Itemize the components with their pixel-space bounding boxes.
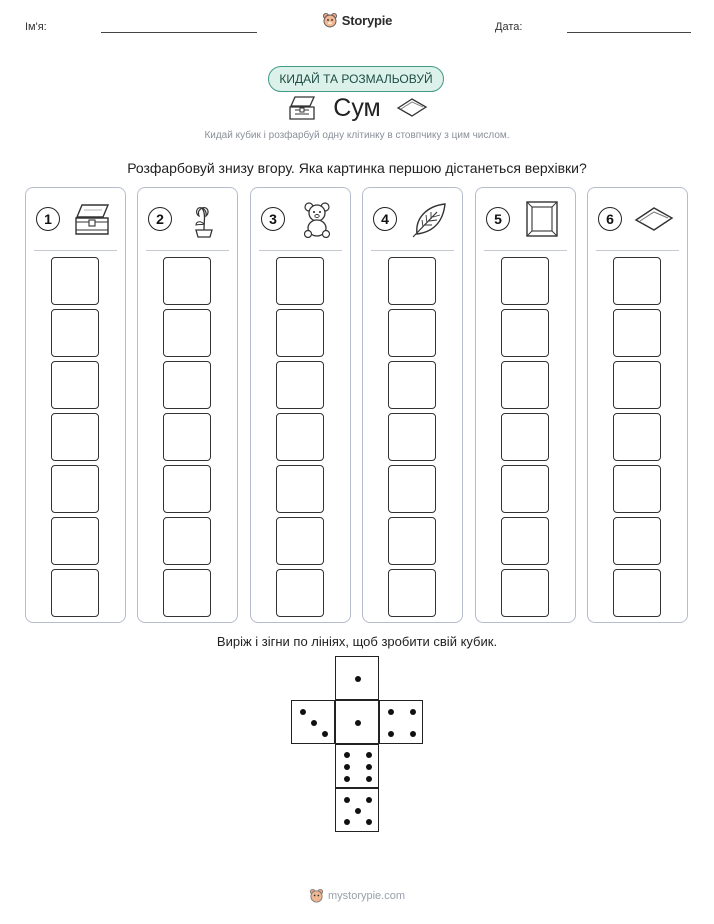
color-cell[interactable]	[501, 465, 549, 513]
dice-pip	[388, 709, 394, 715]
dice-pip	[366, 819, 372, 825]
color-cell[interactable]	[51, 309, 99, 357]
color-cell[interactable]	[163, 517, 211, 565]
dice-pip	[344, 819, 350, 825]
bear-mascot-icon	[309, 888, 324, 903]
color-cell[interactable]	[501, 569, 549, 617]
column-3	[250, 187, 351, 623]
name-line[interactable]	[101, 32, 257, 33]
color-cell[interactable]	[276, 517, 324, 565]
dice-pip	[344, 752, 350, 758]
treasure-chest-icon	[72, 200, 112, 238]
cut-instruction: Виріж і зігни по лініях, щоб зробити свій кубик.	[216, 634, 498, 649]
dice-face-lower	[335, 744, 379, 788]
dice-pip	[311, 720, 317, 726]
column-6	[587, 187, 688, 623]
color-cell[interactable]	[51, 257, 99, 305]
column-divider	[371, 250, 454, 251]
column-number: 3	[261, 207, 285, 231]
teddy-bear-icon	[297, 200, 337, 238]
brand-logo	[0, 12, 714, 28]
dice-pip	[300, 709, 306, 715]
color-cell[interactable]	[51, 413, 99, 461]
color-cell[interactable]	[276, 309, 324, 357]
color-cell[interactable]	[613, 361, 661, 409]
name-label: Ім'я:	[25, 21, 47, 33]
dice-face-right	[379, 700, 423, 744]
column-divider	[259, 250, 342, 251]
dice-pip	[366, 797, 372, 803]
color-cell[interactable]	[163, 361, 211, 409]
column-divider	[146, 250, 229, 251]
column-number: 4	[373, 207, 397, 231]
color-cell[interactable]	[388, 309, 436, 357]
dice-pip	[355, 808, 361, 814]
color-cell[interactable]	[276, 465, 324, 513]
dice-pip	[344, 764, 350, 770]
color-cell[interactable]	[613, 257, 661, 305]
column-divider	[484, 250, 567, 251]
dice-pip	[366, 752, 372, 758]
footer-url: mystorypie.com	[327, 889, 406, 902]
color-cell[interactable]	[276, 569, 324, 617]
color-cell[interactable]	[613, 517, 661, 565]
color-cell[interactable]	[51, 517, 99, 565]
color-cell[interactable]	[388, 569, 436, 617]
dice-pip	[410, 731, 416, 737]
color-cell[interactable]	[51, 465, 99, 513]
wilted-flower-icon	[184, 200, 224, 238]
column-1	[25, 187, 126, 623]
napkin-icon	[396, 96, 428, 118]
column-2	[137, 187, 238, 623]
column-number: 1	[36, 207, 60, 231]
dice-pip	[355, 676, 361, 682]
instructions-text: Кидай кубик і розфарбуй одну клітинку в стовпчику з цим числом.	[204, 130, 510, 141]
activity-badge: КИДАЙ ТА РОЗМАЛЬОВУЙ	[268, 66, 444, 92]
color-cell[interactable]	[613, 569, 661, 617]
brand-name: Storypie	[341, 12, 393, 28]
color-cell[interactable]	[388, 361, 436, 409]
napkin-icon	[634, 200, 674, 238]
color-cell[interactable]	[388, 517, 436, 565]
empty-frame-icon	[522, 200, 562, 238]
color-cell[interactable]	[163, 257, 211, 305]
color-cell[interactable]	[501, 309, 549, 357]
dice-face-center	[335, 700, 379, 744]
dice-pip	[410, 709, 416, 715]
color-cell[interactable]	[163, 413, 211, 461]
color-cell[interactable]	[163, 465, 211, 513]
color-cell[interactable]	[613, 465, 661, 513]
column-divider	[596, 250, 679, 251]
color-cell[interactable]	[613, 413, 661, 461]
column-5	[475, 187, 576, 623]
dice-face-bottom	[335, 788, 379, 832]
question-text: Розфарбовуй знизу вгору. Яка картинка першою дістанеться верхівки?	[127, 160, 587, 176]
color-cell[interactable]	[501, 413, 549, 461]
color-cell[interactable]	[388, 413, 436, 461]
date-label: Дата:	[495, 21, 523, 33]
color-cell[interactable]	[388, 465, 436, 513]
dice-pip	[355, 720, 361, 726]
column-number: 2	[148, 207, 172, 231]
dice-net[interactable]	[290, 656, 426, 836]
footer	[0, 888, 714, 903]
color-cell[interactable]	[276, 413, 324, 461]
color-cell[interactable]	[276, 257, 324, 305]
color-cell[interactable]	[501, 257, 549, 305]
bear-mascot-icon	[322, 12, 338, 28]
dice-face-left	[291, 700, 335, 744]
dice-pip	[366, 764, 372, 770]
color-cell[interactable]	[388, 257, 436, 305]
dice-face-top	[335, 656, 379, 700]
color-cell[interactable]	[51, 361, 99, 409]
column-divider	[34, 250, 117, 251]
dice-pip	[344, 776, 350, 782]
column-4	[362, 187, 463, 623]
color-cell[interactable]	[163, 309, 211, 357]
color-cell[interactable]	[163, 569, 211, 617]
column-number: 6	[598, 207, 622, 231]
color-cell[interactable]	[276, 361, 324, 409]
page-title: Сум	[333, 94, 381, 122]
color-cell[interactable]	[501, 517, 549, 565]
dice-pip	[366, 776, 372, 782]
color-cell[interactable]	[501, 361, 549, 409]
dice-pip	[388, 731, 394, 737]
leaf-icon	[409, 200, 449, 238]
date-line[interactable]	[567, 32, 691, 33]
color-cell[interactable]	[51, 569, 99, 617]
color-cell[interactable]	[613, 309, 661, 357]
dice-pip	[344, 797, 350, 803]
dice-pip	[322, 731, 328, 737]
column-number: 5	[486, 207, 510, 231]
